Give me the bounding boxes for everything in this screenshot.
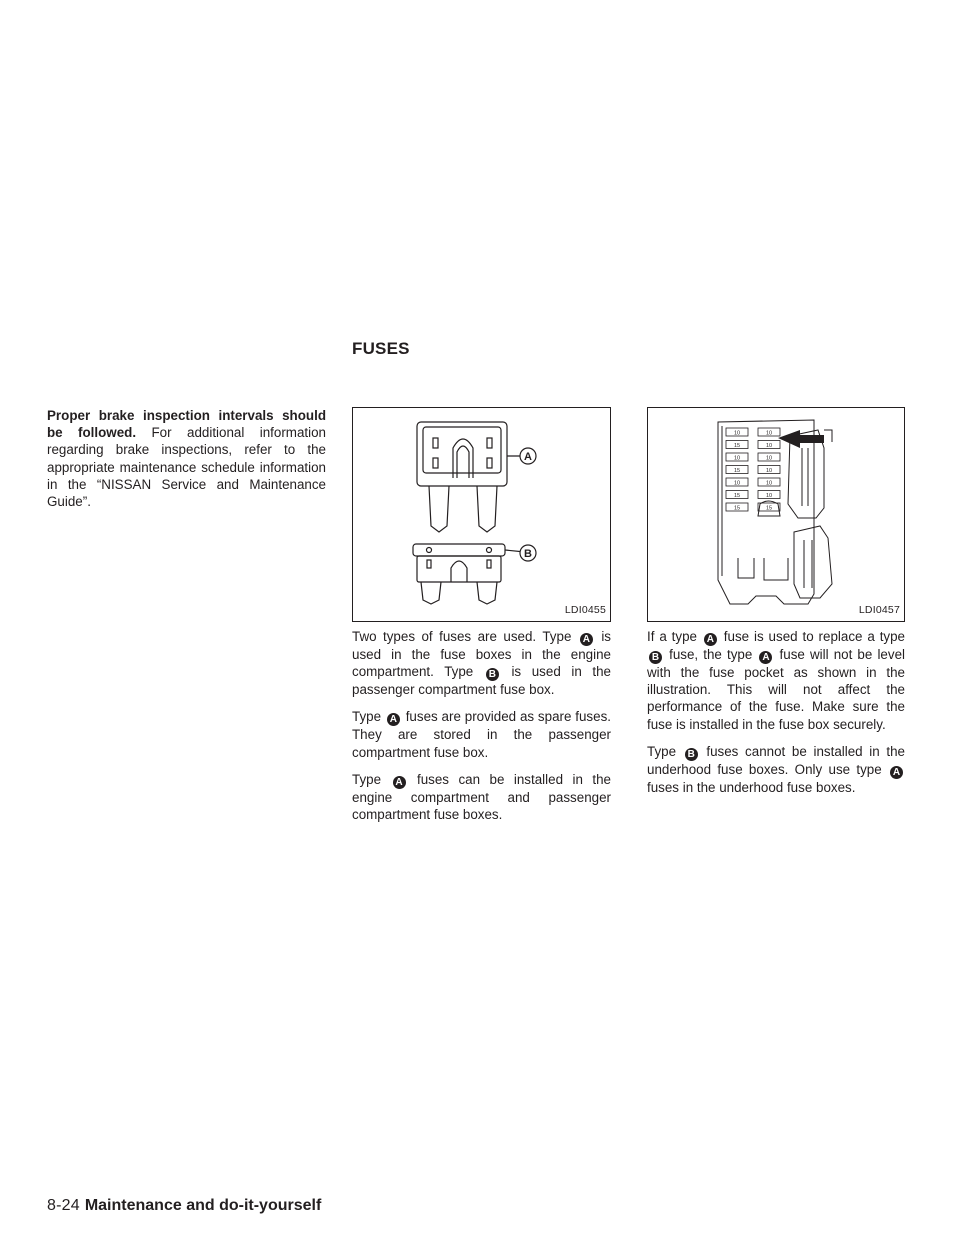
figure-fuse-types xyxy=(352,407,611,622)
fuse-slot-rating: 15 xyxy=(733,493,741,499)
brake-inspection-paragraph xyxy=(47,407,326,510)
ref-a-icon: A xyxy=(704,633,717,646)
fuse-slot-rating: 15 xyxy=(765,505,773,512)
ref-b-icon: B xyxy=(486,668,499,681)
fuse-slot-rating: 10 xyxy=(733,430,741,437)
column-left xyxy=(47,407,326,520)
fuse-slot-rating: 10 xyxy=(765,443,773,449)
fuse-types-illustration xyxy=(353,408,610,621)
arrow-icon xyxy=(778,430,824,448)
callout-b-label: B xyxy=(524,548,532,560)
ref-b-icon: B xyxy=(649,651,662,664)
figure-code: LDI0455 xyxy=(564,603,606,616)
page-footer xyxy=(47,1197,321,1215)
paragraph-text: For additional information regarding brake inspections, refer to the appropriate maintenance schedule information in the “NISSAN Service and Maintenance Guide”. xyxy=(47,425,326,510)
bold-lead: Proper brake inspection intervals should be followed. xyxy=(47,408,326,441)
ref-b-icon: B xyxy=(685,748,698,761)
fuse-slot-rating: 10 xyxy=(765,493,773,499)
ref-a-icon: A xyxy=(890,766,903,779)
fuse-slot-rating: 10 xyxy=(765,468,773,474)
figure-code: LDI0457 xyxy=(858,603,900,616)
paragraph-underhood: Type B fuses cannot be installed in the underhood fuse boxes. Only use type A fuses in the underhood fuse boxes. xyxy=(647,743,905,795)
ref-a-icon: A xyxy=(387,713,400,726)
fuse-a-left-blade xyxy=(429,486,449,532)
callout-a-label: A xyxy=(524,451,532,463)
fuse-slot-rating: 10 xyxy=(733,480,741,487)
fuse-slot-rating: 10 xyxy=(733,455,741,462)
fuse-slot-rating: 10 xyxy=(765,430,773,437)
fuse-slot-rating: 15 xyxy=(733,443,741,449)
fuse-slot-rating: 10 xyxy=(765,480,773,487)
fuse-box-illustration xyxy=(648,408,904,621)
ref-a-icon: A xyxy=(393,776,406,789)
section-title: FUSES xyxy=(352,339,410,358)
ref-a-icon: A xyxy=(759,651,772,664)
page-number: 8-24 xyxy=(47,1197,80,1214)
fuse-slot-rating: 10 xyxy=(765,455,773,462)
paragraph-install-a: Type A fuses can be installed in the engine compartment and passenger compartment fuse boxes. xyxy=(352,771,611,823)
paragraph-spare-fuses: Type A fuses are provided as spare fuses. They are stored in the passenger compartment fuse box. xyxy=(352,709,611,760)
column-middle xyxy=(352,407,611,833)
fuse-a-body xyxy=(417,422,507,486)
column-right xyxy=(647,407,905,806)
paragraph-fuse-types: Two types of fuses are used. Type A is used in the fuse boxes in the engine compartment. Type B is used in the passenger compartment fuse box. xyxy=(352,629,611,698)
fuse-slot-rating: 15 xyxy=(733,505,741,512)
figure-fuse-box xyxy=(647,407,905,622)
fuse-slot-rating: 15 xyxy=(733,468,741,474)
fuse-a-right-blade xyxy=(477,486,497,532)
ref-a-icon: A xyxy=(580,633,593,646)
paragraph-replace-warning: If a type A fuse is used to replace a type B fuse, the type A fuse will not be level with the fuse pocket as shown in the illustration. This will not affect the performance of the fuse. Make sure the fuse is installed in the fuse box securely. xyxy=(647,629,906,732)
chapter-title: Maintenance and do-it-yourself xyxy=(84,1197,322,1214)
